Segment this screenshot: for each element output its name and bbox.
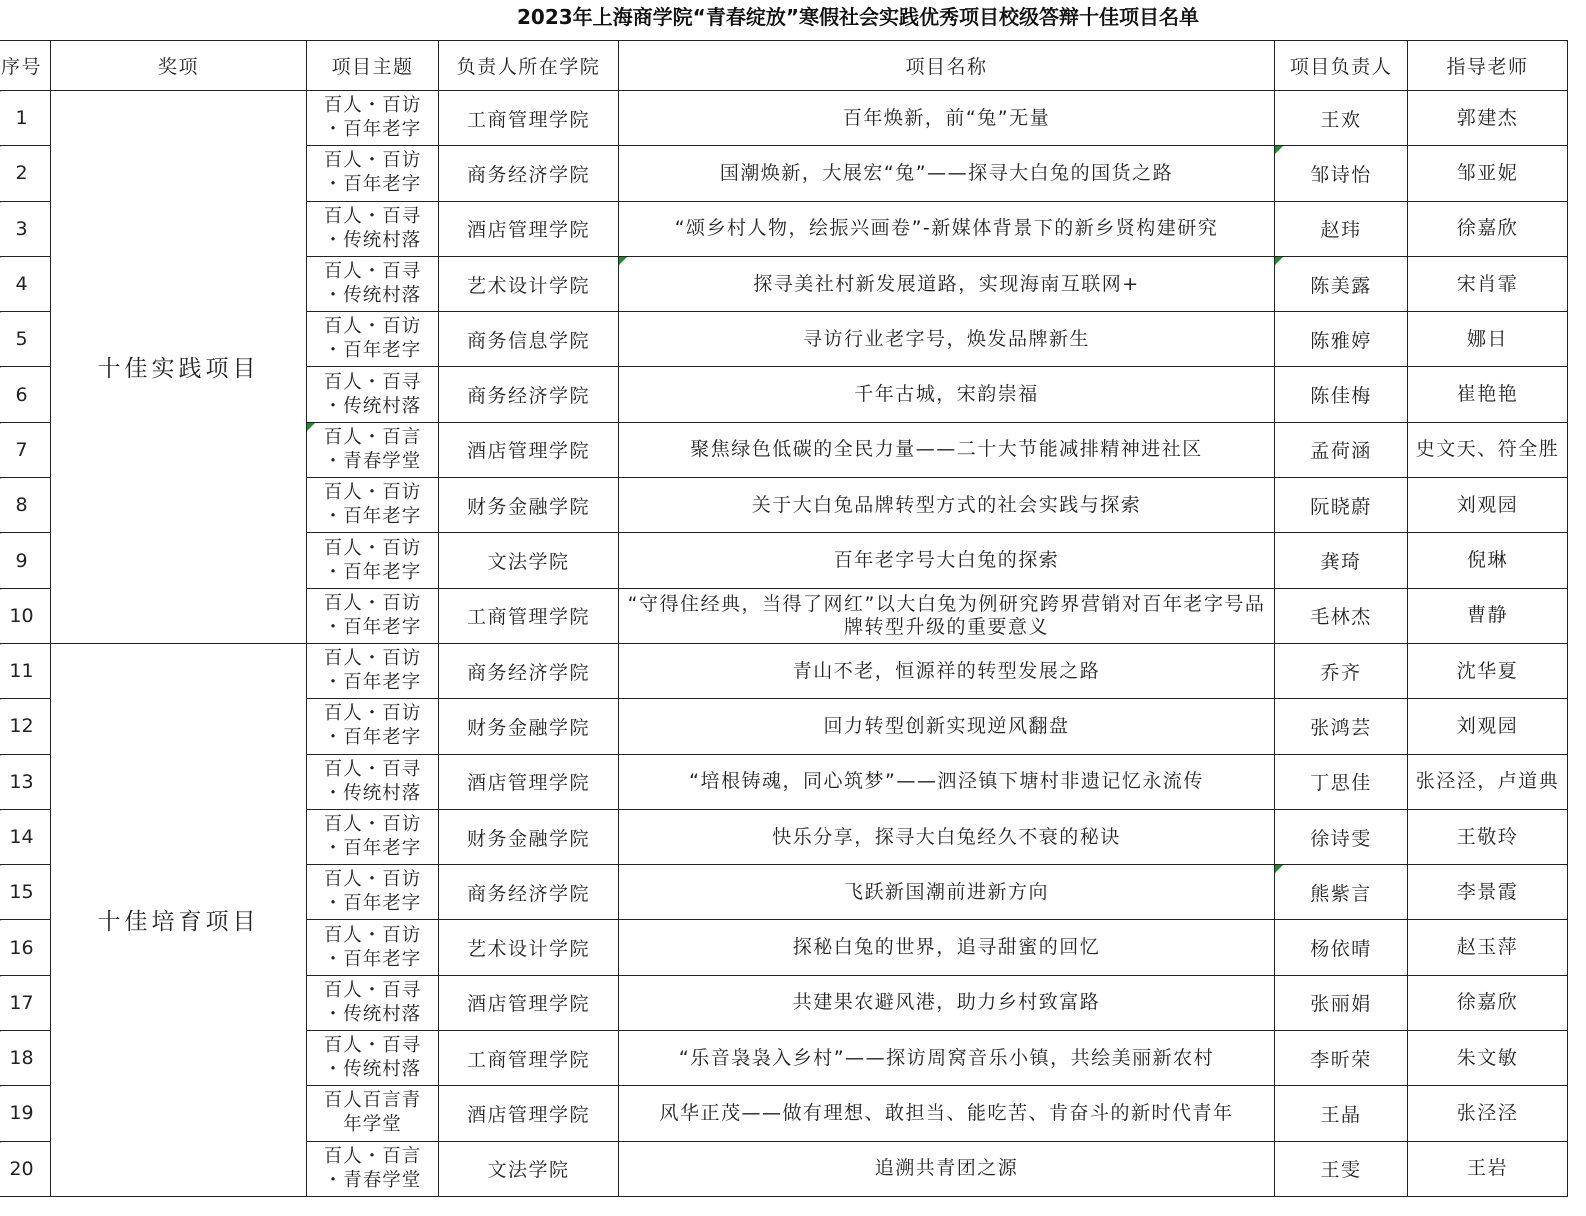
theme-line-1: 百人・百访 [323,703,422,725]
cell-college[interactable]: 商务经济学院 [439,146,619,201]
theme-line-2: ・百年老字 [323,561,422,583]
cell-teacher[interactable]: 徐嘉欣 [1408,201,1568,256]
cell-college[interactable]: 工商管理学院 [439,91,619,146]
theme-line-1: 百人・百寻 [323,205,422,227]
header-index[interactable]: 序号 [0,41,51,91]
cell-college[interactable]: 酒店管理学院 [439,422,619,477]
table-body [0,91,1568,1197]
theme-line-2: ・传统村落 [323,229,422,251]
cell-teacher[interactable]: 刘观园 [1408,478,1568,533]
theme-line-2: ・青春学堂 [323,450,422,472]
theme-line-2: ・百年老字 [323,672,422,694]
theme-line-1: 百人・百访 [323,537,422,559]
header-award[interactable]: 奖项 [51,41,307,91]
cell-leader[interactable]: 龚琦 [1275,533,1408,588]
cell-theme[interactable] [307,422,439,477]
cell-college[interactable]: 文法学院 [439,533,619,588]
cell-name[interactable]: “培根铸魂，同心筑梦”——泗泾镇下塘村非遗记忆永流传 [619,754,1275,809]
cell-leader[interactable]: 丁思佳 [1275,754,1408,809]
cell-index[interactable]: 18 [0,1031,51,1086]
cell-name[interactable]: 追溯共青团之源 [619,1141,1275,1196]
cell-name[interactable]: “颂乡村人物，绘振兴画卷”-新媒体背景下的新乡贤构建研究 [619,201,1275,256]
theme-line-1: 百人・百访 [323,150,422,172]
cell-college[interactable]: 商务经济学院 [439,865,619,920]
header-college[interactable]: 负责人所在学院 [439,41,619,91]
header-theme[interactable]: 项目主题 [307,41,439,91]
theme-line-2: ・传统村落 [323,285,422,307]
theme-line-2: ・百年老字 [323,174,422,196]
cell-teacher[interactable]: 朱文敏 [1408,1031,1568,1086]
theme-line-2: ・百年老字 [323,838,422,859]
cell-leader[interactable]: 陈雅婷 [1275,312,1408,367]
cell-leader[interactable]: 李昕荣 [1275,1031,1408,1086]
cell-name[interactable]: 寻访行业老字号，焕发品牌新生 [619,312,1275,367]
cell-teacher[interactable]: 娜日 [1408,312,1568,367]
cell-college[interactable]: 商务经济学院 [439,643,619,698]
cell-theme[interactable] [307,533,439,588]
cell-index[interactable]: 4 [0,256,51,311]
cell-teacher[interactable]: 邹亚妮 [1408,146,1568,201]
cell-index[interactable]: 12 [0,699,51,754]
cell-index[interactable]: 2 [0,146,51,201]
cell-name[interactable]: 千年古城，宋韵崇福 [619,367,1275,422]
cell-college[interactable]: 商务信息学院 [439,312,619,367]
cell-leader[interactable]: 孟荷涵 [1275,422,1408,477]
cell-leader[interactable]: 杨依晴 [1275,920,1408,975]
cell-college[interactable]: 酒店管理学院 [439,201,619,256]
cell-index[interactable]: 8 [0,478,51,533]
cell-name[interactable]: 快乐分享，探寻大白兔经久不衰的秘诀 [619,809,1275,864]
cell-teacher[interactable]: 史文天、符全胜 [1408,422,1568,477]
header-leader[interactable]: 项目负责人 [1275,41,1408,91]
cell-leader[interactable]: 王雯 [1275,1141,1408,1196]
cell-name[interactable]: 聚焦绿色低碳的全民力量——二十大节能减排精神进社区 [619,422,1275,477]
cell-leader[interactable]: 陈佳梅 [1275,367,1408,422]
cell-theme[interactable] [307,975,439,1030]
cell-name[interactable]: 百年老字号大白兔的探索 [619,533,1275,588]
cell-teacher[interactable]: 张泾泾，卢道典 [1408,754,1568,809]
theme-line-2: ・传统村落 [323,782,422,804]
theme-line-2: ・百年老字 [323,948,422,970]
theme-line-2: ・百年老字 [323,119,422,141]
theme-line-1: 百人・百访 [323,592,422,614]
cell-name[interactable]: “守得住经典，当得了网红”以大白兔为例研究跨界营销对百年老字号品牌转型升级的重要意义 [619,588,1275,643]
theme-line-1: 百人・百访 [323,648,422,670]
cell-index[interactable]: 3 [0,201,51,256]
cell-index[interactable]: 15 [0,865,51,920]
theme-line-2: ・百年老字 [323,727,422,749]
cell-leader[interactable]: 陈美露 [1275,256,1408,311]
cell-theme[interactable] [307,478,439,533]
cell-name[interactable]: 风华正茂——做有理想、敢担当、能吃苦、肯奋斗的新时代青年 [619,1086,1275,1141]
theme-line-1: 百人・百寻 [323,979,422,1001]
cell-teacher[interactable]: 崔艳艳 [1408,367,1568,422]
cell-index[interactable]: 6 [0,367,51,422]
cell-theme[interactable] [307,699,439,754]
cell-name[interactable]: “乐音袅袅入乡村”——探访周窝音乐小镇，共绘美丽新农村 [619,1031,1275,1086]
cell-name[interactable]: 飞跃新国潮前进新方向 [619,865,1275,920]
theme-line-1: 百人・百寻 [323,758,422,780]
cell-theme[interactable] [307,920,439,975]
cell-award[interactable]: 十佳实践项目 [51,91,307,644]
sheet-title: 2023年上海商学院“青春绽放”寒假社会实践优秀项目校级答辩十佳项目名单 [517,5,1199,29]
theme-line-1: 百人・百访 [323,482,422,504]
cell-leader[interactable]: 张鸿芸 [1275,699,1408,754]
cell-name[interactable]: 青山不老，恒源祥的转型发展之路 [619,643,1275,698]
cell-teacher[interactable]: 沈华夏 [1408,643,1568,698]
table-row [0,91,1568,146]
cell-index[interactable]: 9 [0,533,51,588]
cell-index[interactable]: 5 [0,312,51,367]
cell-teacher[interactable]: 曹静 [1408,588,1568,643]
cell-name[interactable]: 探寻美社村新发展道路，实现海南互联网+ [619,256,1275,311]
cell-name[interactable]: 关于大白兔品牌转型方式的社会实践与探索 [619,478,1275,533]
cell-college[interactable]: 酒店管理学院 [439,975,619,1030]
theme-line-2: ・传统村落 [323,1003,422,1025]
cell-award[interactable]: 十佳培育项目 [51,643,307,1196]
cell-index[interactable]: 16 [0,920,51,975]
cell-college[interactable]: 财务金融学院 [439,478,619,533]
cell-index[interactable]: 14 [0,809,51,864]
cell-leader[interactable]: 乔齐 [1275,643,1408,698]
theme-line-2: ・青春学堂 [323,1169,422,1191]
cell-teacher[interactable]: 刘观园 [1408,699,1568,754]
cell-index[interactable]: 17 [0,975,51,1030]
cell-theme[interactable] [307,643,439,698]
cell-college[interactable]: 酒店管理学院 [439,1086,619,1141]
cell-theme[interactable] [307,754,439,809]
cell-teacher[interactable]: 王敬玲 [1408,809,1568,864]
theme-line-1: 百人・百访 [323,95,422,117]
cell-college[interactable]: 文法学院 [439,1141,619,1196]
cell-theme[interactable] [307,367,439,422]
cell-theme[interactable] [307,1031,439,1086]
theme-line-2: ・百年老字 [323,616,422,638]
cell-name[interactable]: 百年焕新，前“兔”无量 [619,91,1275,146]
theme-line-2: 年学堂 [343,1114,402,1136]
theme-line-2: ・百年老字 [323,506,422,528]
cell-index[interactable]: 10 [0,588,51,643]
cell-college[interactable]: 商务经济学院 [439,367,619,422]
cell-name[interactable]: 回力转型创新实现逆风翻盘 [619,699,1275,754]
theme-line-1: 百人・百访 [323,316,422,338]
cell-theme[interactable] [307,809,439,864]
theme-line-1: 百人百言青 [323,1090,422,1112]
header-name[interactable]: 项目名称 [619,41,1275,91]
table-row [0,643,1568,698]
cell-college[interactable]: 艺术设计学院 [439,920,619,975]
theme-line-1: 百人・百寻 [323,261,422,283]
theme-line-1: 百人・百访 [323,869,422,891]
theme-line-1: 百人・百言 [323,426,422,448]
cell-theme[interactable] [307,865,439,920]
theme-line-2: ・百年老字 [323,340,422,362]
cell-index[interactable]: 11 [0,643,51,698]
cell-teacher[interactable]: 李景霞 [1408,865,1568,920]
cell-theme[interactable] [307,1086,439,1141]
cell-index[interactable]: 19 [0,1086,51,1141]
cell-theme[interactable] [307,312,439,367]
cell-name[interactable]: 共建果农避风港，助力乡村致富路 [619,975,1275,1030]
cell-teacher[interactable]: 赵玉萍 [1408,920,1568,975]
cell-teacher[interactable]: 倪琳 [1408,533,1568,588]
header-row [0,41,1568,91]
cell-leader[interactable]: 邹诗怡 [1275,146,1408,201]
cell-leader[interactable]: 徐诗雯 [1275,809,1408,864]
cell-teacher[interactable]: 徐嘉欣 [1408,975,1568,1030]
cell-theme[interactable] [307,588,439,643]
cell-index[interactable]: 13 [0,754,51,809]
cell-theme[interactable] [307,1141,439,1196]
project-table [0,40,1568,1197]
cell-index[interactable]: 1 [0,91,51,146]
theme-line-1: 百人・百访 [323,924,422,946]
cell-college[interactable]: 财务金融学院 [439,699,619,754]
cell-college[interactable]: 艺术设计学院 [439,256,619,311]
cell-teacher[interactable]: 张泾泾 [1408,1086,1568,1141]
cell-name[interactable]: 探秘白兔的世界，追寻甜蜜的回忆 [619,920,1275,975]
cell-college[interactable]: 财务金融学院 [439,809,619,864]
theme-line-2: ・百年老字 [323,893,422,915]
cell-index[interactable]: 7 [0,422,51,477]
cell-leader[interactable]: 阮晓蔚 [1275,478,1408,533]
cell-leader[interactable]: 王欢 [1275,91,1408,146]
cell-index[interactable]: 20 [0,1141,51,1196]
cell-name[interactable]: 国潮焕新，大展宏“兔”——探寻大白兔的国货之路 [619,146,1275,201]
theme-line-1: 百人・百寻 [323,371,422,393]
theme-line-2: ・传统村落 [323,1059,422,1081]
cell-college[interactable]: 酒店管理学院 [439,754,619,809]
cell-leader[interactable]: 熊紫言 [1275,865,1408,920]
cell-teacher[interactable]: 宋肖霏 [1408,256,1568,311]
cell-theme[interactable] [307,146,439,201]
cell-theme[interactable] [307,91,439,146]
cell-leader[interactable]: 张丽娟 [1275,975,1408,1030]
cell-teacher[interactable]: 王岩 [1408,1141,1568,1196]
cell-leader[interactable]: 毛林杰 [1275,588,1408,643]
theme-line-1: 百人・百言 [323,1145,422,1167]
theme-line-2: ・传统村落 [323,395,422,417]
cell-college[interactable]: 工商管理学院 [439,1031,619,1086]
header-teacher[interactable]: 指导老师 [1408,41,1568,91]
cell-college[interactable]: 工商管理学院 [439,588,619,643]
cell-teacher[interactable]: 郭建杰 [1408,91,1568,146]
cell-leader[interactable]: 赵玮 [1275,201,1408,256]
cell-leader[interactable]: 王晶 [1275,1086,1408,1141]
theme-line-1: 百人・百寻 [323,1035,422,1057]
theme-line-1: 百人・百访 [323,814,422,835]
cell-theme[interactable] [307,256,439,311]
cell-theme[interactable] [307,201,439,256]
